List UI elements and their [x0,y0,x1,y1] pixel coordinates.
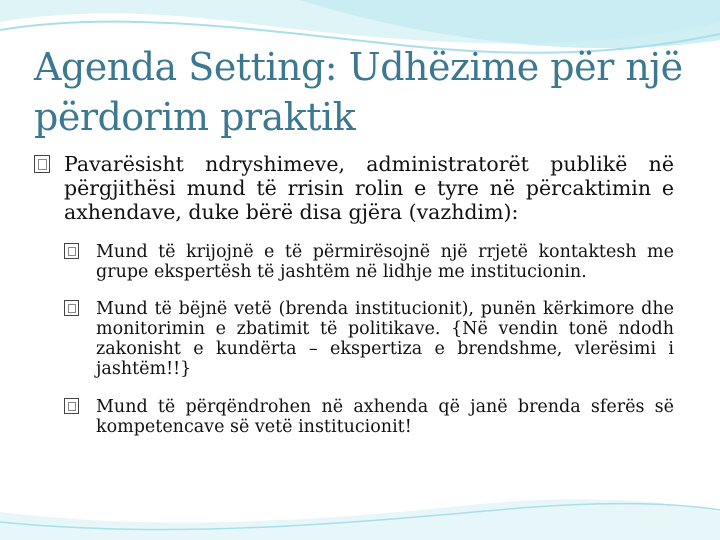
sub-bullet-point [64,299,674,379]
square-bullet-icon [34,155,50,173]
sub-point-text: Mund të bëjnë vetë (brenda institucionit), punën kërkimore dhe monitorimin e zbatimit të politikave. {Në vendin tonë ndodh zakonisht e kundërta – ekspertiza e brendshme, vlerësimi i jashtëm!!} [96,299,674,379]
main-point-text: Pavarësisht ndryshimeve, administratorët publikë në përgjithësi mund të rrisin rolin e tyre në përcaktimin e axhendave, duke bërë disa gjëra (vazhdim): [64,152,674,224]
slide-title: Agenda Setting: Udhëzime për një përdorim praktik [34,45,683,139]
sub-bullet-point [64,397,674,437]
sub-point-text: Mund të përqëndrohen në axhenda që janë brenda sferës së kompetencave së vetë institucionit! [96,396,674,437]
square-bullet-icon [64,300,79,316]
slide-body [34,152,674,441]
square-bullet-icon [64,243,79,259]
sub-bullet-point [64,242,674,282]
square-bullet-icon [64,398,79,414]
sub-point-text: Mund të krijojnë e të përmirësojnë një rrjetë kontaktesh me grupe ekspertësh të jashtëm në lidhje me institucionin. [96,241,674,282]
main-bullet-point [34,152,674,224]
